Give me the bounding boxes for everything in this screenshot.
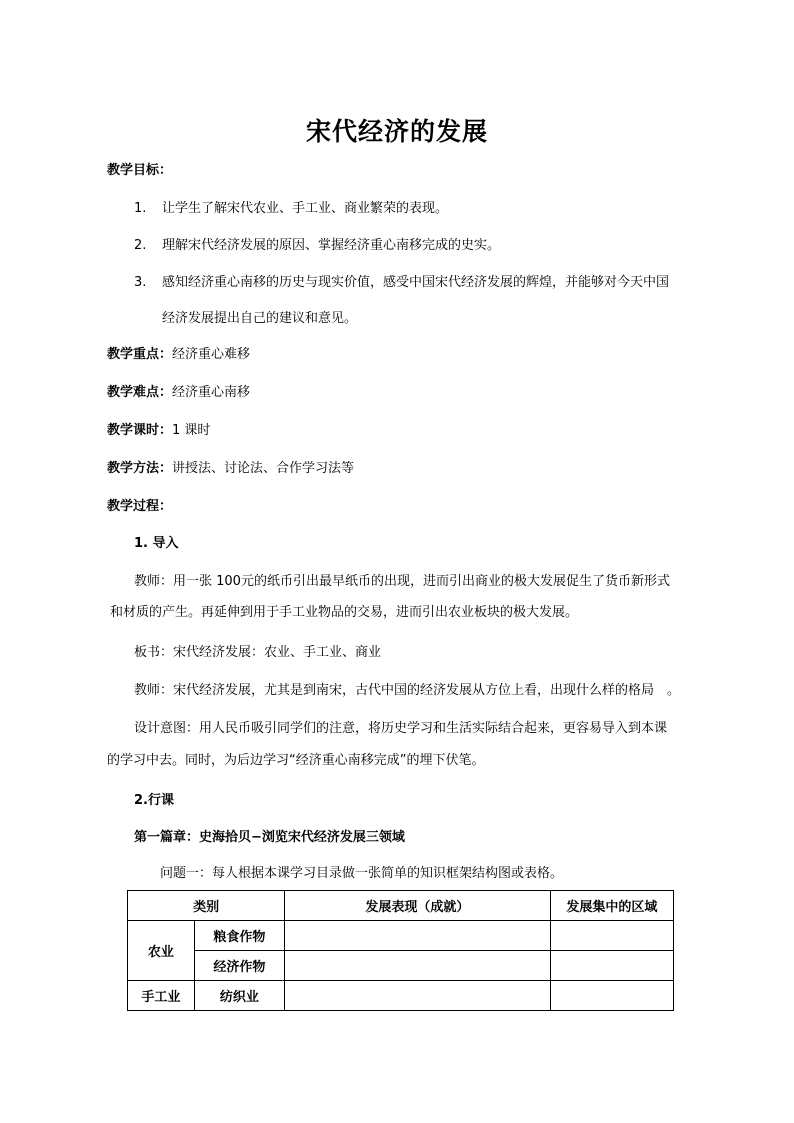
objective-item — [134, 274, 669, 292]
table-empty-cell — [550, 921, 673, 951]
knowledge-table — [127, 890, 674, 1011]
objective-item — [134, 237, 500, 255]
class-hours-label: 教学课时： — [107, 423, 173, 438]
section-heading: 1. 导入 — [134, 536, 179, 551]
section-heading: 2.行课 — [134, 793, 174, 808]
table-subcategory-cell: 粮食作物 — [194, 921, 285, 951]
paragraph-line: 教师：宋代经济发展，尤其是到南宋，古代中国的经济发展从方位上看，出现什么样的格局 。 — [134, 683, 681, 698]
objective-text: 感知经济重心南移的历史与现实价值，感受中国宋代经济发展的辉煌，并能够对今天中国 — [162, 275, 670, 290]
table-empty-cell — [550, 951, 673, 981]
teaching-methods-value: 讲授法、讨论法、合作学习法等 — [172, 461, 355, 476]
class-hours — [107, 422, 210, 440]
objective-number: 3. — [134, 275, 147, 290]
page-title: 宋代经济的发展 — [305, 117, 488, 146]
table-subcategory-cell: 纺织业 — [194, 981, 285, 1011]
table-row — [128, 981, 674, 1011]
class-hours-value: 1 课时 — [172, 423, 211, 438]
key-point-value: 经济重心难移 — [172, 347, 251, 362]
table-row — [128, 921, 674, 951]
paragraph-line: 和材质的产生。再延伸到用于手工业物品的交易，进而引出农业板块的极大发展。 — [110, 605, 579, 620]
table-empty-cell — [550, 981, 673, 1011]
board-text: 板书：宋代经济发展：农业、手工业、商业 — [134, 645, 382, 660]
paragraph-line: 设计意图：用人民币吸引同学们的注意，将历史学习和生活实际结合起来，更容易导入到本课 — [134, 721, 668, 736]
key-point-label: 教学重点： — [107, 347, 173, 362]
question-text: 问题一：每人根据本课学习目录做一张简单的知识框架结构图或表格。 — [160, 866, 564, 881]
table-header-row — [128, 891, 674, 921]
key-point — [107, 346, 250, 364]
table-category-cell: 农业 — [128, 921, 195, 981]
table-empty-cell — [285, 981, 550, 1011]
chapter-heading: 第一篇章：史海拾贝−浏览宋代经济发展三领域 — [134, 830, 405, 845]
objective-text: 让学生了解宋代农业、手工业、商业繁荣的表现。 — [162, 201, 449, 216]
table-row — [128, 951, 674, 981]
paragraph-line: 的学习中去。同时，为后边学习“经济重心南移完成”的埋下伏笔。 — [107, 753, 485, 768]
table-header-cell: 类别 — [128, 891, 285, 921]
objectives-label: 教学目标： — [107, 163, 173, 178]
process-label: 教学过程： — [107, 499, 173, 514]
difficulty — [107, 384, 250, 402]
difficulty-label: 教学难点： — [107, 385, 173, 400]
difficulty-value: 经济重心南移 — [172, 385, 251, 400]
objective-number: 2. — [134, 238, 147, 253]
teaching-methods-label: 教学方法： — [107, 461, 173, 476]
table-header-cell: 发展表现（成就） — [285, 891, 550, 921]
objective-item — [134, 200, 448, 218]
table-empty-cell — [285, 921, 550, 951]
paragraph-line: 教师：用一张 100元的纸币引出最早纸币的出现，进而引出商业的极大发展促生了货币新形式 — [134, 574, 670, 589]
objective-number: 1. — [134, 201, 147, 216]
table-header-cell: 发展集中的区域 — [550, 891, 673, 921]
table-subcategory-cell: 经济作物 — [194, 951, 285, 981]
table-category-cell: 手工业 — [128, 981, 195, 1011]
objective-continuation: 经济发展提出自己的建议和意见。 — [162, 311, 358, 326]
table-empty-cell — [285, 951, 550, 981]
teaching-methods — [107, 460, 354, 478]
objective-text: 理解宋代经济发展的原因、掌握经济重心南移完成的史实。 — [162, 238, 501, 253]
